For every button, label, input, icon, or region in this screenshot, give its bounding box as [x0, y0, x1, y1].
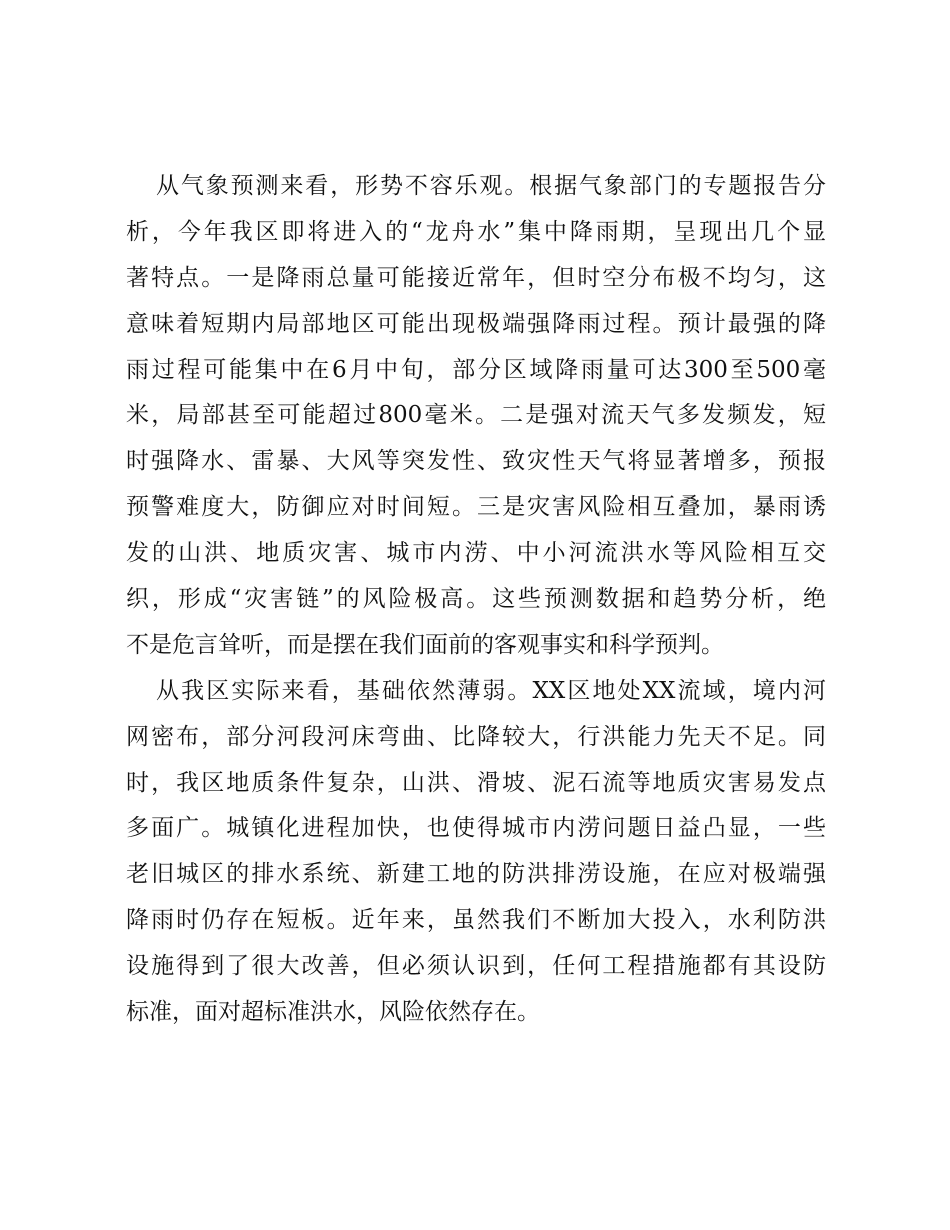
- text-line: 发的山洪、地质灾害、城市内涝、中小河流洪水等风险相互交: [126, 540, 826, 567]
- text-line: 时强降水、雷暴、大风等突发性、致灾性天气将显著增多，预报: [126, 448, 826, 475]
- text-line: 雨过程可能集中在6月中旬，部分区域降雨量可达300至500毫: [126, 356, 826, 383]
- paragraph-weather-forecast: [126, 164, 826, 669]
- text-line: 从我区实际来看，基础依然薄弱。XX区地处XX流域，境内河: [156, 677, 826, 704]
- text-line: 时，我区地质条件复杂，山洪、滑坡、泥石流等地质灾害易发点: [126, 769, 826, 796]
- text-line: 设施得到了很大改善，但必须认识到，任何工程措施都有其设防: [126, 953, 826, 980]
- text-line: 老旧城区的排水系统、新建工地的防洪排涝设施，在应对极端强: [126, 861, 826, 888]
- text-line: 网密布，部分河段河床弯曲、比降较大，行洪能力先天不足。同: [126, 723, 826, 750]
- text-line: 不是危言耸听，而是摆在我们面前的客观事实和科学预判。: [126, 631, 724, 658]
- document-body: [126, 164, 826, 1036]
- text-line: 从气象预测来看，形势不容乐观。根据气象部门的专题报告分: [156, 173, 826, 199]
- text-line: 多面广。城镇化进程加快，也使得城市内涝问题日益凸显，一些: [126, 815, 826, 842]
- text-line: 米，局部甚至可能超过800毫米。二是强对流天气多发频发，短: [126, 402, 826, 429]
- text-line: 织，形成“灾害链”的风险极高。这些预测数据和趋势分析，绝: [126, 586, 826, 613]
- text-line: 意味着短期内局部地区可能出现极端强降雨过程。预计最强的降: [126, 310, 826, 337]
- text-line: 预警难度大，防御应对时间短。三是灾害风险相互叠加，暴雨诱: [126, 494, 826, 521]
- text-line: 标准，面对超标准洪水，风险依然存在。: [126, 999, 540, 1026]
- paragraph-local-conditions: [126, 669, 826, 1036]
- text-line: 析，今年我区即将进入的“龙舟水”集中降雨期，呈现出几个显: [126, 218, 826, 245]
- text-line: 降雨时仍存在短板。近年来，虽然我们不断加大投入，水利防洪: [126, 907, 826, 934]
- text-line: 著特点。一是降雨总量可能接近常年，但时空分布极不均匀，这: [126, 264, 826, 291]
